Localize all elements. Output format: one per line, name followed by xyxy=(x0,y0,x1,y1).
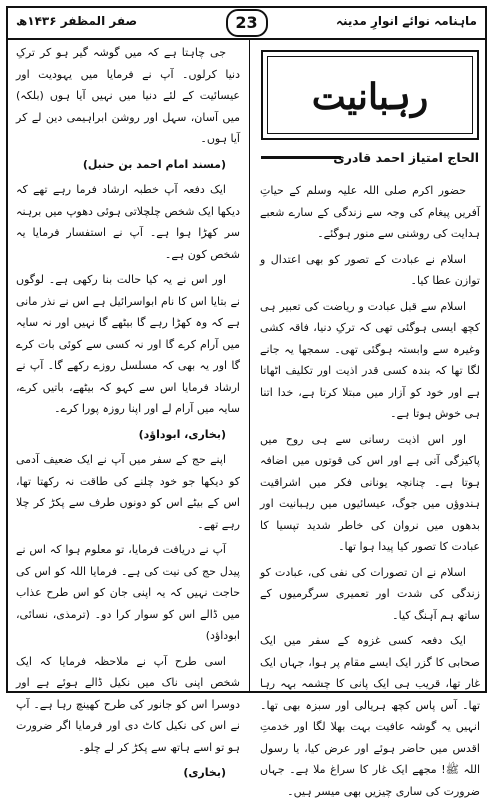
title-frame xyxy=(261,50,479,140)
paragraph: اسی طرح آپ نے ملاحظہ فرمایا کہ ایک شخص اپنی ناک میں نکیل ڈالے ہوئے ہے اور دوسرا اس کو جانور کی طرح کھینچ رہا ہے۔ آپ نے اس کی نکیل کاٹ دی اور فرمایا اگر ضرورت ہو تو اسے ہاتھ سے پکڑ کر لے چلو۔ xyxy=(16,654,240,754)
author-rule xyxy=(261,156,341,159)
paragraph: ایک دفعہ آپ خطبہ ارشاد فرما رہے تھے کہ دیکھا ایک شخص چلچلاتی ہوئی دھوپ میں برہنہ سر کھڑا ہوا ہے۔ آپ نے استفسار فرمایا یہ شخص کون ہے۔ xyxy=(16,183,240,261)
paragraph: اسلام نے عبادت کے تصور کو بھی اعتدال و توازن عطا کیا۔ xyxy=(260,252,480,287)
paragraph: اسلام سے قبل عبادت و ریاضت کی تعبیر ہی کچھ ایسی ہوگئی تھی کہ ترکِ دنیا، فاقہ کشی وغیرہ سے وابستہ ہوگئی تھی۔ سمجھا یہ جانے لگا تھا کہ بندہ کسی قدر اذیت اور تکلیف اٹھاتا ہے اور خود کو آزار میں مبتلا کرتا ہے، خدا اتنا ہی خوش ہوتا ہے۔ xyxy=(260,299,480,420)
reference: (بخاری، ابوداؤد) xyxy=(138,427,226,441)
reference: (مسند امام احمد بن حنبل) xyxy=(82,157,226,171)
paragraph: ایک دفعہ کسی غزوہ کے سفر میں ایک صحابی کا گزر ایک ایسے مقام پر ہوا، جہاں ایک غار تھا، قریب ہی ایک پانی کا چشمہ بہہ رہا تھا۔ آس پاس کچھ ہریالی اور سبزہ بھی تھا۔ انہیں یہ گوشہ عافیت بہت بھلا لگا اور خدمتِ اقدس میں حاضر ہوئے اور عرض کیا، یا رسول اللہ ﷺ! مجھے ایک غار کا سراغ ملا ہے۔ جہاں ضرورت کی ساری چیزیں بھی میسر ہیں۔ xyxy=(260,634,480,798)
paragraph: جی چاہتا ہے کہ میں گوشہ گیر ہو کر ترکِ دنیا کرلوں۔ آپ نے فرمایا میں یہودیت اور عیسائیت کے لئے دنیا میں نہیں آیا ہوں (بلکہ) میں آسان، سہل اور روشن ابراہیمی دین لے کر آیا ہوں۔ xyxy=(16,46,240,145)
issue-date: صفر المظفر ۱۴۳۶ھ xyxy=(16,14,138,28)
reference: (بخاری) xyxy=(183,766,226,779)
magazine-page xyxy=(6,6,487,798)
paragraph: آپ نے دریافت فرمایا، تو معلوم ہوا کہ اس نے پیدل حج کی نیت کی ہے۔ فرمایا اللہ کو اس کی حاجت نہیں کہ یہ اپنی جان کو اس طرح عذاب میں ڈالے اس کو سوار کرا دو۔ (ترمذی، نسائی، ابوداؤد) xyxy=(16,543,240,642)
right-column xyxy=(260,180,480,798)
article-author: الحاج امتیاز احمد قادری xyxy=(333,150,479,165)
paragraph: حضور اکرم صلی اللہ علیہ وسلم کے حیاتِ آفریں پیغام کی وجہ سے زندگی کے سارے شعبے ہدایت کی روشنی سے منور ہوگئے۔ xyxy=(260,184,480,240)
page-header xyxy=(8,8,485,40)
paragraph: اور اس اذیت رسانی سے ہی روح میں پاکیزگی آتی ہے اور اس کی قوتوں میں اضافہ ہوتا ہے۔ چنانچہ یونانی فکر میں اشراقیت ہندوؤں میں جوگ، عیسائیوں میں رہبانیت اور بدھوں میں نروان کی خاطر شدید تپسیا کا عبادت کا تصور کیا پیدا ہوا تھا۔ xyxy=(260,432,480,553)
paragraph: اپنے حج کے سفر میں آپ نے ایک ضعیف آدمی کو دیکھا جو خود چلنے کی طاقت نہ رکھتا تھا، اس کے بیٹے اس کو دونوں طرف سے پکڑ کر چلا رہے تھے۔ xyxy=(16,453,240,531)
left-column xyxy=(16,42,240,779)
paragraph: اسلام نے ان تصورات کی نفی کی، عبادت کو زندگی کی شدت اور تعمیری سرگرمیوں کے ساتھ ہم آہنگ کیا۔ xyxy=(260,565,480,622)
magazine-name: ماہنامہ نوائے انوارِ مدینہ xyxy=(335,14,477,28)
paragraph: اور اس نے یہ کیا حالت بنا رکھی ہے۔ لوگوں نے بتایا اس کا نام ابواسرائیل ہے اس نے نذر مانی ہے کہ وہ کھڑا رہے گا بیٹھے گا نہیں اور نہ سایہ میں آرام کرے گا اور نہ کسی سے کوئی بات کرے گا اور یہ بھی کہ مسلسل روزے رکھے گا۔ آپ نے ارشاد فرمایا اس سے کہو کہ بیٹھے، باتیں کرے، سایہ میں آرام لے اور اپنا روزہ پورا کرے۔ xyxy=(16,273,240,415)
page-number: 23 xyxy=(226,9,268,37)
article-title: رہبانیت xyxy=(267,56,473,134)
column-divider xyxy=(249,38,250,691)
